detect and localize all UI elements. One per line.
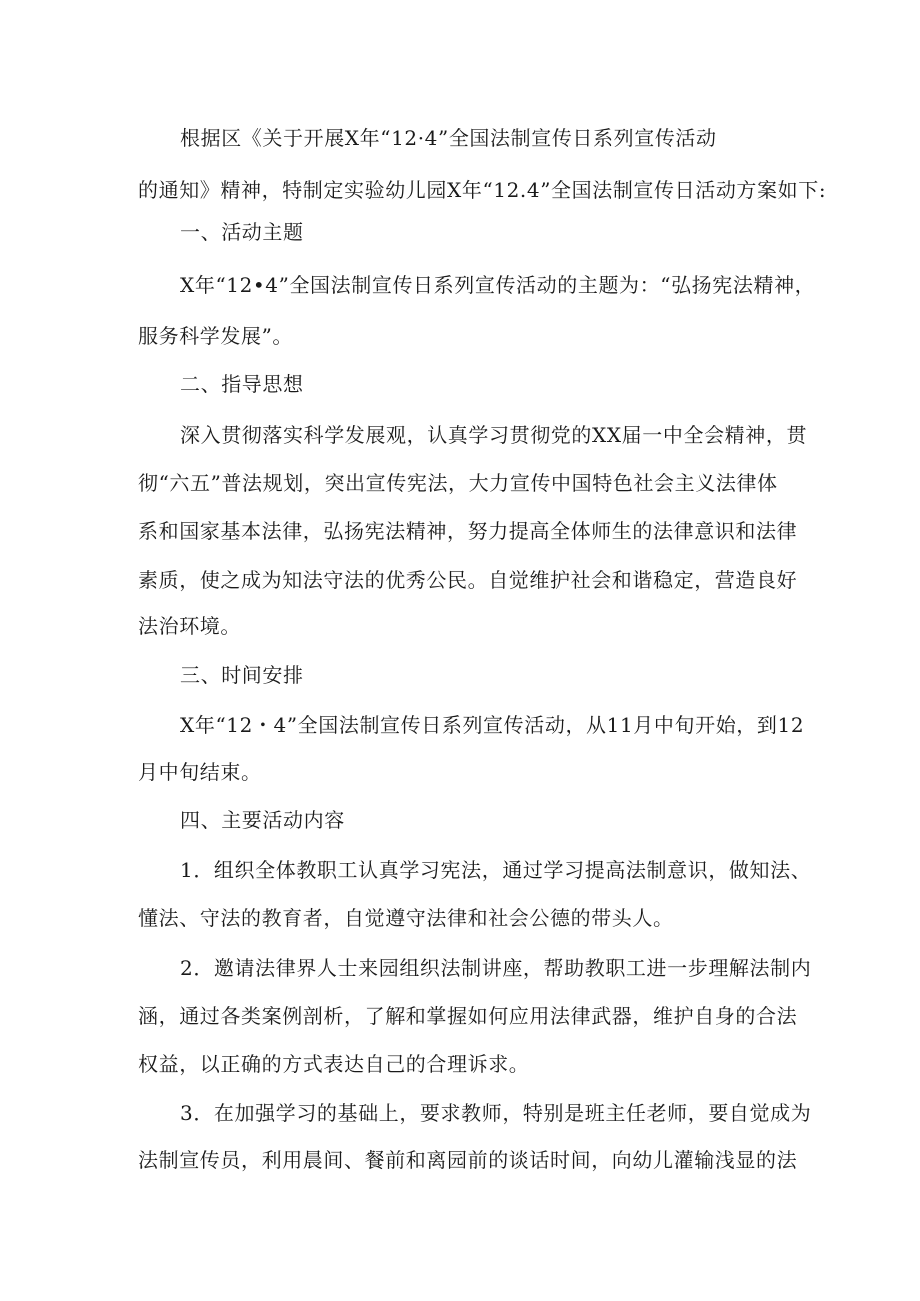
heading-main-activities: 四、主要活动内容 [180,808,345,832]
list-item-1-line-2: 懂法、守法的教育者，自觉遵守法律和社会公德的带头人。 [138,906,674,930]
heading-guiding-thought: 二、指导思想 [180,372,304,396]
paragraph-theme-line-1: X年“12•4”全国法制宣传日系列宣传活动的主题为：“弘扬宪法精神， [180,273,816,297]
paragraph-schedule-line-2: 月中旬结束。 [138,760,262,784]
paragraph-schedule-line-1: X年“12・4”全国法制宣传日系列宣传活动，从11月中旬开始，到12 [180,713,805,737]
list-item-3-line-1: 3．在加强学习的基础上，要求教师，特别是班主任老师，要自觉成为 [180,1101,812,1125]
paragraph-guiding-line-2: 彻“六五”普法规划，突出宣传宪法，大力宣传中国特色社会主义法律体 [138,471,778,495]
paragraph-guiding-line-4: 素质，使之成为知法守法的优秀公民。自觉维护社会和谐稳定，营造良好 [138,568,798,592]
list-item-1-line-1: 1．组织全体教职工认真学习宪法，通过学习提高法制意识，做知法、 [180,858,812,882]
paragraph-theme-line-2: 服务科学发展”。 [138,324,294,348]
paragraph-guiding-line-3: 系和国家基本法律，弘扬宪法精神，努力提高全体师生的法律意识和法律 [138,519,798,543]
heading-schedule: 三、时间安排 [180,663,304,687]
list-item-2-line-1: 2．邀请法律界人士来园组织法制讲座，帮助教职工进一步理解法制内 [180,956,812,980]
paragraph-guiding-line-1: 深入贯彻落实科学发展观，认真学习贯彻党的XX届一中全会精神，贯 [180,423,808,447]
paragraph-intro-line-1: 根据区《关于开展X年“12·4”全国法制宣传日系列宣传活动 [180,126,717,150]
list-item-2-line-3: 权益，以正确的方式表达自己的合理诉求。 [138,1052,530,1076]
list-item-2-line-2: 涵，通过各类案例剖析，了解和掌握如何应用法律武器，维护自身的合法 [138,1004,798,1028]
heading-activity-theme: 一、活动主题 [180,220,304,244]
list-item-3-line-2: 法制宣传员，利用晨间、餐前和离园前的谈话时间，向幼儿灌输浅显的法 [138,1148,798,1172]
paragraph-intro-line-2: 的通知》精神，特制定实验幼儿园X年“12.4”全国法制宣传日活动方案如下: [138,178,827,202]
paragraph-guiding-line-5: 法治环境。 [138,614,241,638]
